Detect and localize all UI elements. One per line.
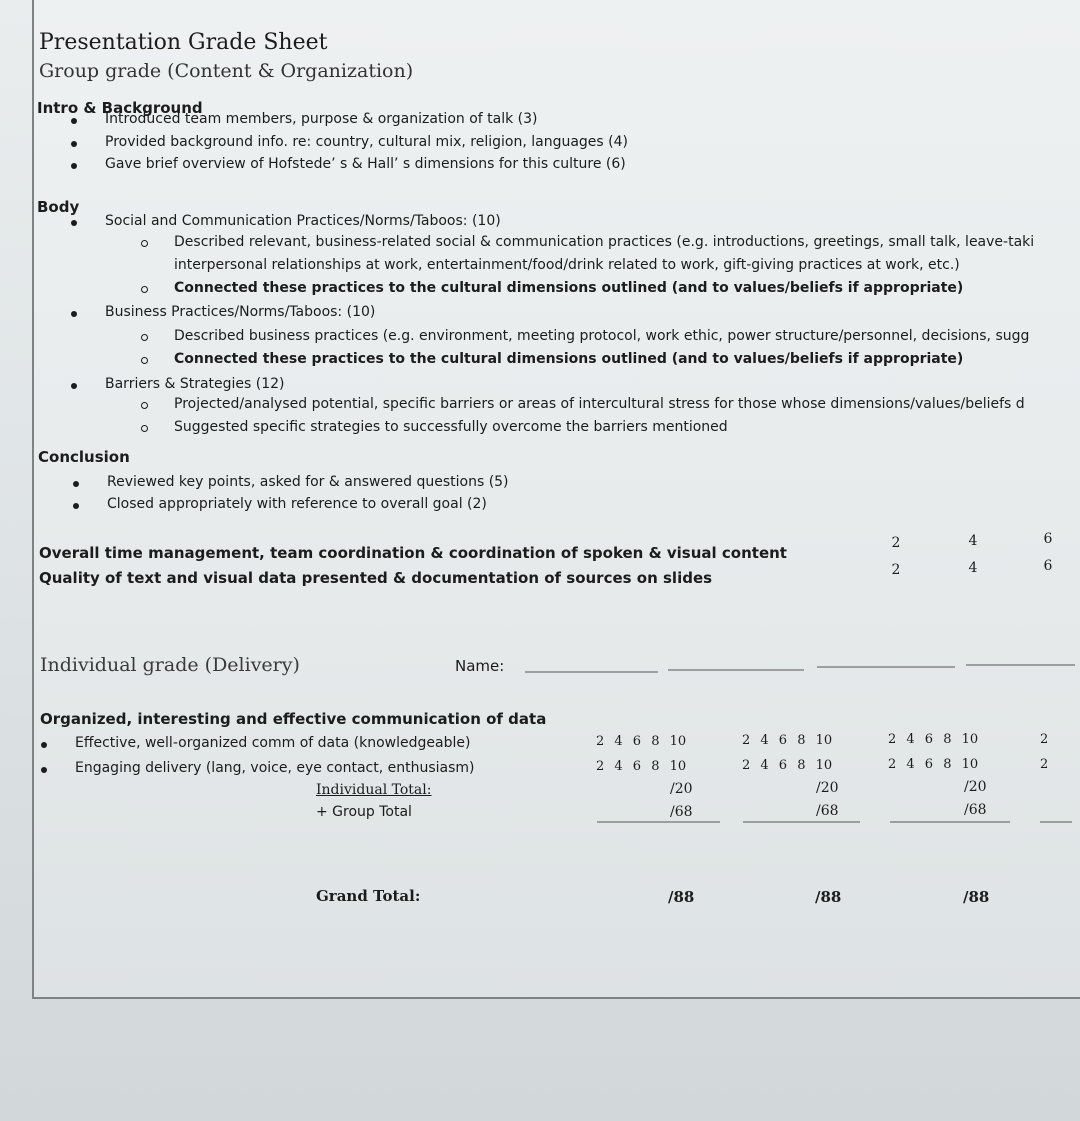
body-item-social: Social and Communication Practices/Norms/Taboos: (10) bbox=[105, 213, 501, 229]
grand-total-value: /88 bbox=[963, 888, 990, 906]
individual-total-value: /20 bbox=[816, 780, 839, 796]
body-item-business: Business Practices/Norms/Taboos: (10) bbox=[105, 304, 376, 320]
social-sub-item-cont: interpersonal relationships at work, entertainment/food/drink related to work, gift-giving practices at work, etc.) bbox=[174, 257, 960, 273]
individual-grade-heading: Individual grade (Delivery) bbox=[40, 654, 300, 676]
quality-score: 2 bbox=[891, 562, 901, 578]
overall-score: 2 bbox=[891, 535, 901, 551]
score-scale: 2 bbox=[1040, 757, 1049, 772]
grand-total-value: /88 bbox=[668, 888, 695, 906]
individual-total-label: Individual Total: bbox=[316, 782, 432, 798]
score-scale: 2 4 6 8 10 bbox=[596, 759, 687, 774]
individual-total-value: /20 bbox=[670, 781, 693, 797]
group-total-value: /68 bbox=[964, 802, 987, 818]
group-total-value: /68 bbox=[816, 803, 839, 819]
business-sub-item: Described business practices (e.g. environment, meeting protocol, work ethic, power structure/personnel, decisions, sugg bbox=[174, 328, 1030, 344]
body-item-barriers: Barriers & Strategies (12) bbox=[105, 376, 285, 392]
engaging-delivery-row: Engaging delivery (lang, voice, eye contact, enthusiasm) bbox=[75, 760, 475, 776]
intro-item: Gave brief overview of Hofstede’ s & Hall’ s dimensions for this culture (6) bbox=[105, 156, 626, 172]
intro-heading: Intro & Background bbox=[37, 99, 203, 117]
quality-of-visuals-row: Quality of text and visual data presented & documentation of sources on slides bbox=[39, 569, 713, 587]
group-total-label: + Group Total bbox=[316, 804, 412, 820]
intro-item: Provided background info. re: country, cultural mix, religion, languages (4) bbox=[105, 134, 628, 150]
conclusion-item: Closed appropriately with reference to overall goal (2) bbox=[107, 496, 487, 512]
conclusion-item: Reviewed key points, asked for & answered questions (5) bbox=[107, 474, 509, 490]
quality-score: 4 bbox=[968, 560, 978, 576]
quality-score: 6 bbox=[1043, 558, 1053, 574]
score-scale: 2 4 6 8 10 bbox=[888, 732, 979, 747]
score-scale: 2 4 6 8 10 bbox=[888, 757, 979, 772]
grand-total-label: Grand Total: bbox=[316, 887, 421, 905]
barriers-sub-item: Suggested specific strategies to successfully overcome the barriers mentioned bbox=[174, 419, 728, 435]
effective-communication-row: Effective, well-organized comm of data (knowledgeable) bbox=[75, 735, 471, 751]
score-scale: 2 bbox=[1040, 732, 1049, 747]
score-scale: 2 4 6 8 10 bbox=[742, 733, 833, 748]
business-sub-item: Connected these practices to the cultural dimensions outlined (and to values/beliefs if appropriate) bbox=[174, 351, 964, 367]
overall-time-management-row: Overall time management, team coordination & coordination of spoken & visual content bbox=[39, 544, 787, 562]
group-grade-heading: Group grade (Content & Organization) bbox=[39, 60, 414, 82]
barriers-sub-item: Projected/analysed potential, specific barriers or areas of intercultural stress for those whose dimensions/values/beliefs d bbox=[174, 396, 1025, 412]
grand-total-value: /88 bbox=[815, 888, 842, 906]
group-total-value: /68 bbox=[670, 804, 693, 820]
score-scale: 2 4 6 8 10 bbox=[742, 758, 833, 773]
intro-item: Introduced team members, purpose & organization of talk (3) bbox=[105, 111, 538, 127]
score-scale: 2 4 6 8 10 bbox=[596, 734, 687, 749]
body-heading: Body bbox=[37, 198, 80, 216]
name-label: Name: bbox=[455, 657, 505, 675]
social-sub-item: Described relevant, business-related social & communication practices (e.g. introductions, greetings, small talk, leave-taki bbox=[174, 234, 1035, 250]
individual-section-heading: Organized, interesting and effective communication of data bbox=[40, 710, 547, 728]
overall-score: 4 bbox=[968, 533, 978, 549]
overall-score: 6 bbox=[1043, 531, 1053, 547]
page-title: Presentation Grade Sheet bbox=[39, 30, 328, 55]
social-sub-item: Connected these practices to the cultural dimensions outlined (and to values/beliefs if appropriate) bbox=[174, 280, 964, 296]
individual-total-value: /20 bbox=[964, 779, 987, 795]
conclusion-heading: Conclusion bbox=[38, 448, 130, 466]
